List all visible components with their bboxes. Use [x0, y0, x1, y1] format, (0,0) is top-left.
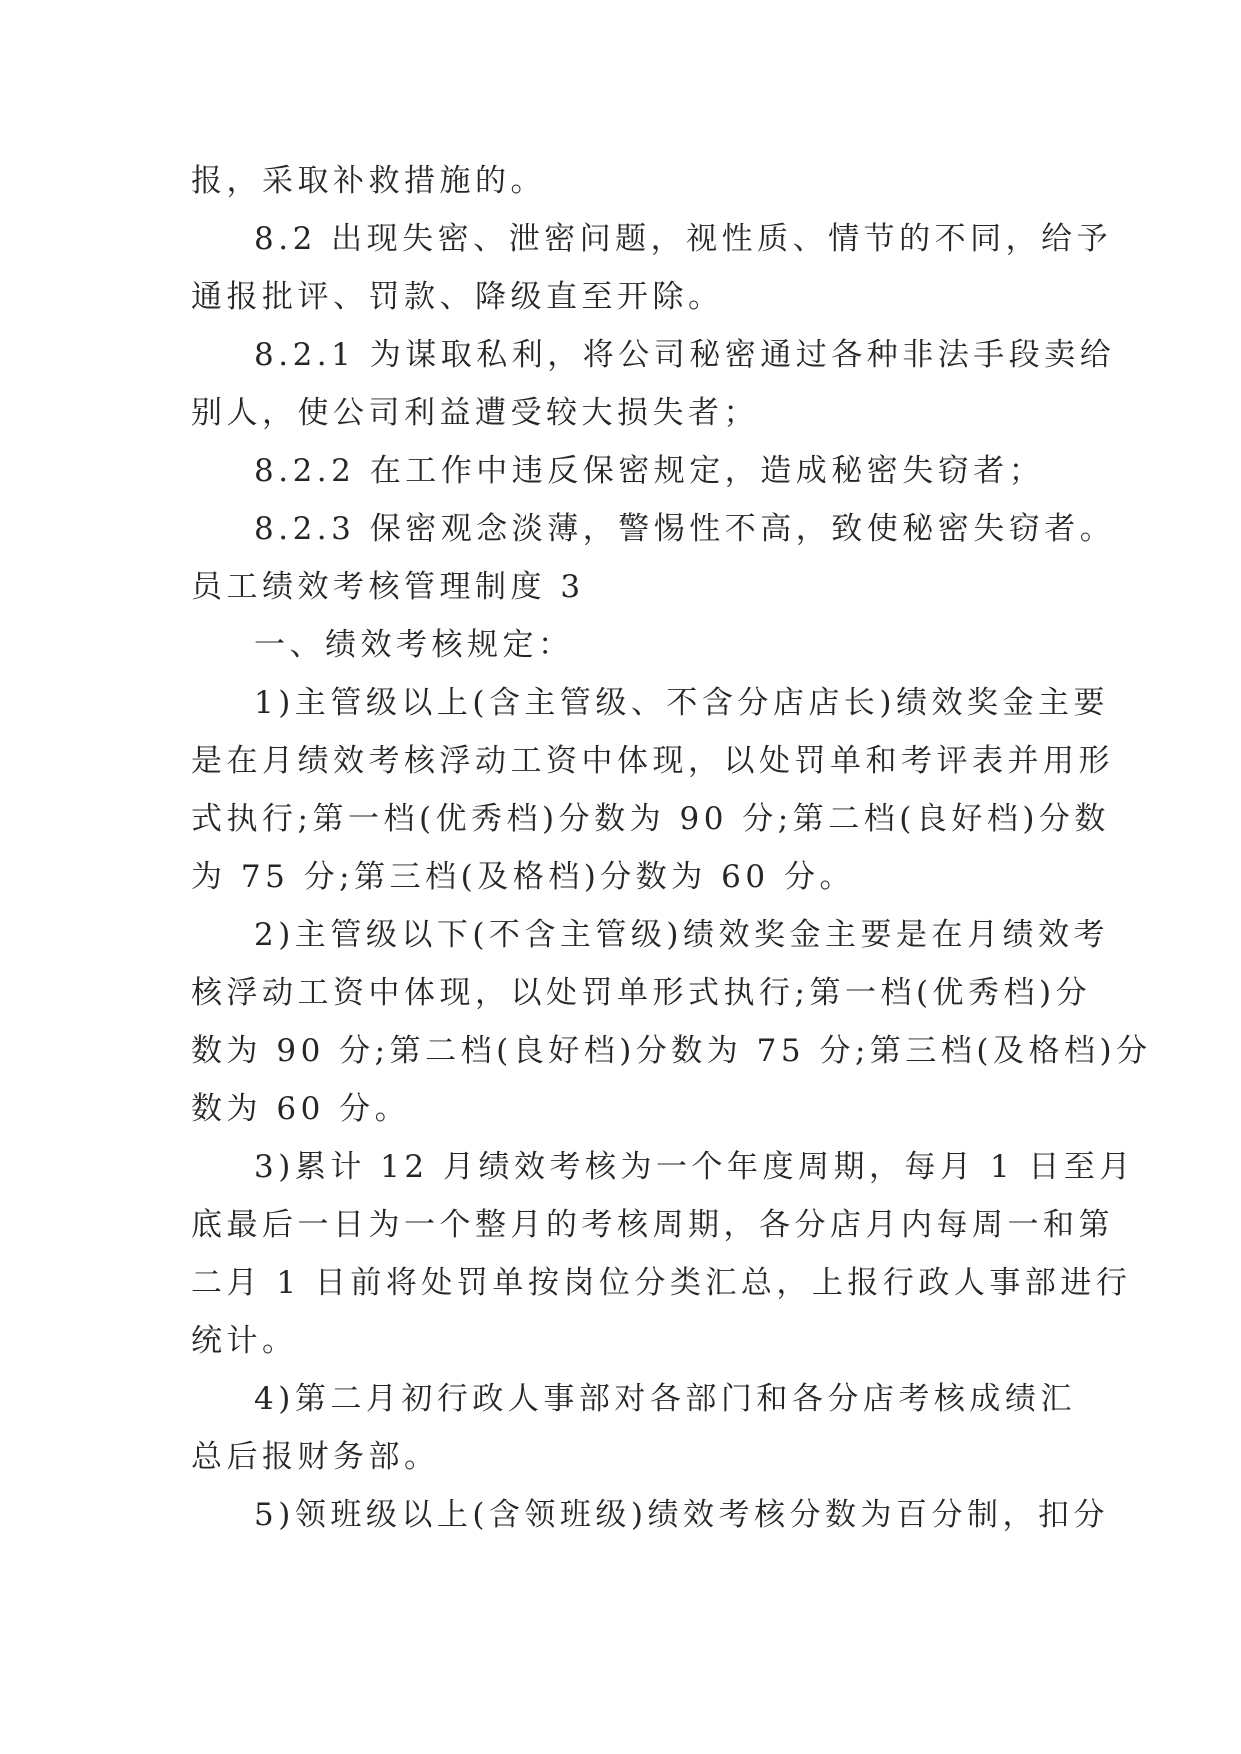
text-line: 总后报财务部。 — [191, 1439, 440, 1475]
section-heading: 员工绩效考核管理制度 3 — [191, 569, 585, 605]
text-line: 别人，使公司利益遭受较大损失者； — [191, 395, 759, 431]
text-line: 底最后一日为一个整月的考核周期，各分店月内每周一和第 — [191, 1207, 1114, 1243]
text-line: 数为 60 分。 — [191, 1091, 411, 1127]
text-line: 3)累计 12 月绩效考核为一个年度周期，每月 1 日至月 — [254, 1149, 1135, 1185]
subsection-heading: 一、绩效考核规定： — [254, 627, 574, 663]
text-line: 8.2.2 在工作中违反保密规定，造成秘密失窃者； — [254, 453, 1045, 489]
text-line: 1)主管级以上(含主管级、不含分店店长)绩效奖金主要 — [254, 685, 1110, 721]
text-line: 是在月绩效考核浮动工资中体现，以处罚单和考评表并用形 — [191, 743, 1114, 779]
text-line: 数为 90 分;第二档(良好档)分数为 75 分;第三档(及格档)分 — [191, 1033, 1152, 1069]
text-line: 核浮动工资中体现，以处罚单形式执行;第一档(优秀档)分 — [191, 975, 1092, 1011]
text-line: 式执行;第一档(优秀档)分数为 90 分;第二档(良好档)分数 — [191, 801, 1110, 837]
text-line: 4)第二月初行政人事部对各部门和各分店考核成绩汇 — [254, 1381, 1076, 1417]
text-line: 报，采取补救措施的。 — [191, 163, 546, 199]
text-line: 2)主管级以下(不含主管级)绩效奖金主要是在月绩效考 — [254, 917, 1110, 953]
text-line: 通报批评、罚款、降级直至开除。 — [191, 279, 724, 315]
text-line: 二月 1 日前将处罚单按岗位分类汇总，上报行政人事部进行 — [191, 1265, 1132, 1301]
text-line: 统计。 — [191, 1323, 298, 1359]
text-line: 8.2 出现失密、泄密问题，视性质、情节的不同，给予 — [254, 221, 1113, 257]
text-line: 为 75 分;第三档(及格档)分数为 60 分。 — [191, 859, 855, 895]
text-line: 8.2.1 为谋取私利，将公司秘密通过各种非法手段卖给 — [254, 337, 1116, 373]
text-line: 8.2.3 保密观念淡薄，警惕性不高，致使秘密失窃者。 — [254, 511, 1116, 547]
text-line: 5)领班级以上(含领班级)绩效考核分数为百分制，扣分 — [254, 1497, 1110, 1533]
